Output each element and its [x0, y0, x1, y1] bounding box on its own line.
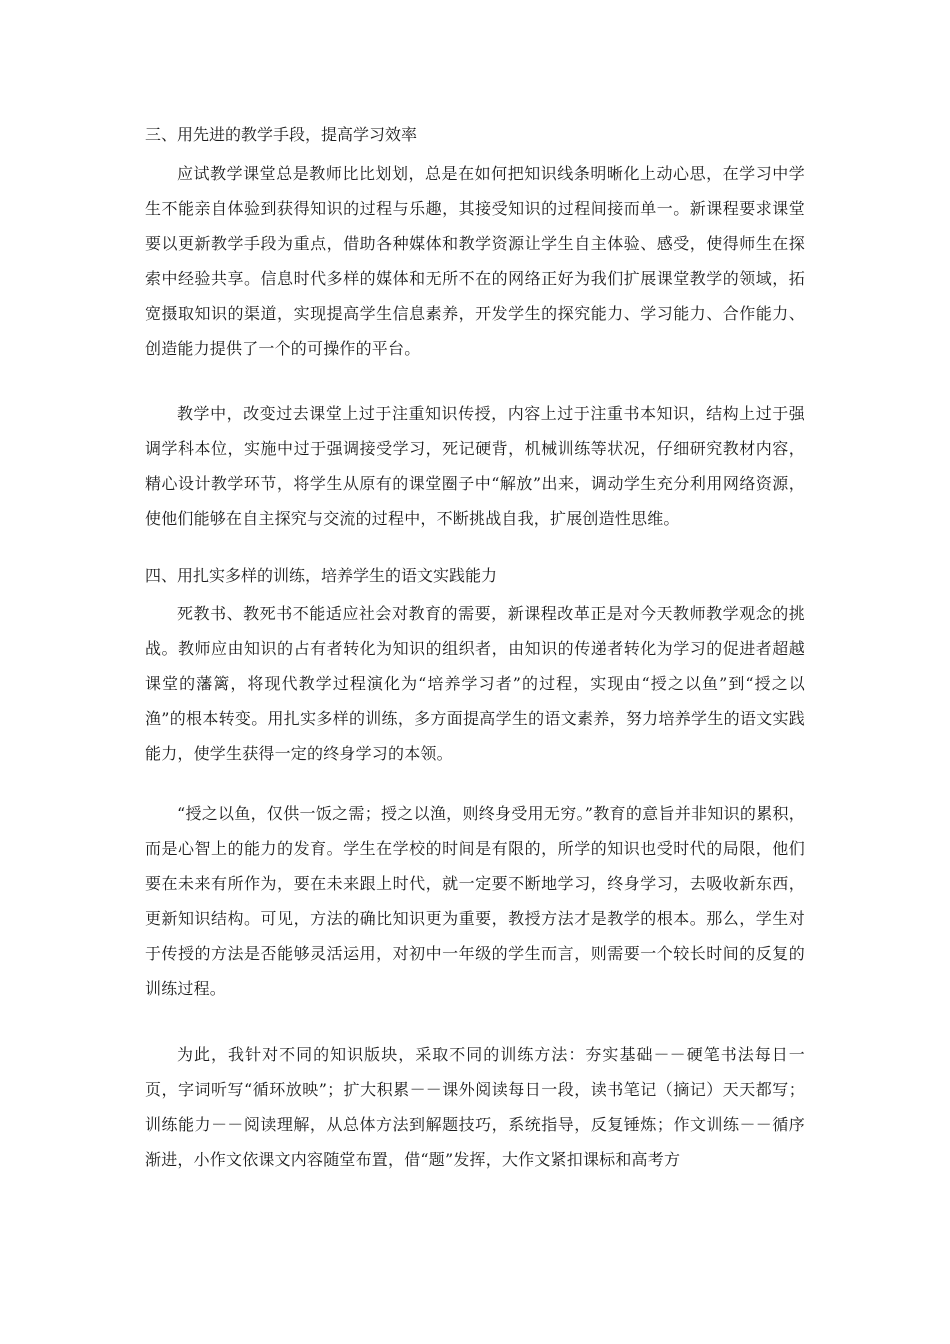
paragraph-training-methods: 为此，我针对不同的知识版块，采取不同的训练方法：夯实基础－－硬笔书法每日一页，字词听写“循环放映”；扩大积累－－课外阅读每日一段，读书笔记（摘记）天天都写；训练能力－－阅读理解，从总体方法到解题技巧，系统指导，反复锤炼；作文训练－－循序渐进，小作文依课文内容随堂布置，借“题”发挥，大作文紧扣课标和高考方: [145, 1045, 805, 1169]
paragraph-classroom-reform: 教学中，改变过去课堂上过于注重知识传授，内容上过于注重书本知识，结构上过于强调学科本位，实施中过于强调接受学习，死记硬背，机械训练等状况，仔细研究教材内容，精心设计教学环节，将学生从原有的课堂圈子中“解放”出来，调动学生充分利用网络资源，使他们能够在自主探究与交流的过程中，不断挑战自我，扩展创造性思维。: [145, 404, 805, 528]
paragraph-teaching-methods: 应试教学课堂总是教师比比划划，总是在如何把知识线条明晰化上动心思，在学习中学生不能亲自体验到获得知识的过程与乐趣，其接受知识的过程间接而单一。新课程要求课堂要以更新教学手段为重点，借助各种媒体和教学资源让学生自主体验、感受，使得师生在探索中经验共享。信息时代多样的媒体和无所不在的网络正好为我们扩展课堂教学的领域，拓宽摄取知识的渠道，实现提高学生信息素养，开发学生的探究能力、学习能力、合作能力、创造能力提供了一个的可操作的平台。: [145, 164, 805, 358]
section-heading-3: 三、用先进的教学手段，提高学习效率: [145, 125, 418, 144]
paragraph-new-curriculum: 死教书、教死书不能适应社会对教育的需要，新课程改革正是对今天教师教学观念的挑战。教师应由知识的占有者转化为知识的组织者，由知识的传递者转化为学习的促进者超越课堂的藩篱，将现代教学过程演化为“培养学习者”的过程，实现由“授之以鱼”到“授之以渔”的根本转变。用扎实多样的训练，多方面提高学生的语文素养，努力培养学生的语文实践能力，使学生获得一定的终身学习的本领。: [145, 604, 805, 763]
section-heading-4: 四、用扎实多样的训练，培养学生的语文实践能力: [145, 566, 498, 585]
paragraph-teach-to-fish: “授之以鱼，仅供一饭之需；授之以渔，则终身受用无穷。”教育的意旨并非知识的累积，而是心智上的能力的发育。学生在学校的时间是有限的，所学的知识也受时代的局限，他们要在未来有所作为，要在未来跟上时代，就一定要不断地学习，终身学习，去吸收新东西，更新知识结构。可见，方法的确比知识更为重要，教授方法才是教学的根本。那么，学生对于传授的方法是否能够灵活运用，对初中一年级的学生而言，则需要一个较长时间的反复的训练过程。: [145, 804, 805, 998]
